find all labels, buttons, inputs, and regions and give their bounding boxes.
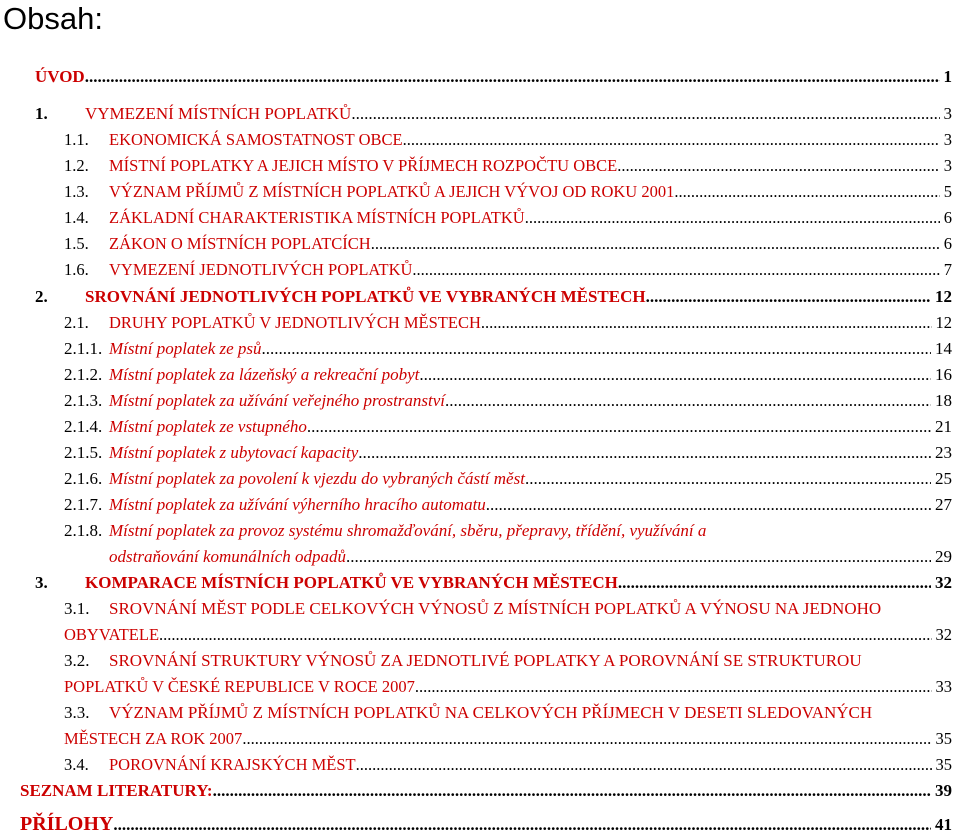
toc-title: Místní poplatek ze psů bbox=[109, 339, 262, 358]
toc-number: 3.2. bbox=[64, 651, 90, 670]
toc-leader bbox=[262, 336, 931, 362]
toc-leader bbox=[617, 153, 940, 179]
toc-entry-3-3[interactable] bbox=[64, 726, 952, 752]
toc-leader bbox=[646, 284, 931, 310]
toc-entry-seznam-literatury[interactable] bbox=[20, 778, 952, 804]
toc-number: 1.5. bbox=[64, 234, 89, 253]
toc-page: 29 bbox=[935, 547, 952, 566]
toc-title: VÝZNAM PŘÍJMŮ Z MÍSTNÍCH POPLATKŮ NA CELKOVÝCH PŘÍJMECH V DESETI SLEDOVANÝCH bbox=[109, 703, 873, 722]
toc-leader bbox=[85, 64, 940, 90]
toc-page: 21 bbox=[935, 417, 952, 436]
toc-entry-2[interactable] bbox=[35, 284, 952, 310]
toc-title: MÍSTNÍ POPLATKY A JEJICH MÍSTO V PŘÍJMECH ROZPOČTU OBCE bbox=[109, 156, 618, 175]
toc-title-continued: odstraňování komunálních odpadů bbox=[109, 547, 347, 566]
toc-entry-1-6[interactable] bbox=[64, 257, 952, 283]
toc-page: 27 bbox=[935, 495, 952, 514]
toc-title-continued: OBYVATELE bbox=[64, 625, 160, 644]
toc-leader bbox=[346, 544, 931, 570]
toc-title: VÝZNAM PŘÍJMŮ Z MÍSTNÍCH POPLATKŮ A JEJICH VÝVOJ OD ROKU 2001 bbox=[109, 182, 675, 201]
toc-title: Místní poplatek za povolení k vjezdu do vybraných částí měst bbox=[109, 469, 525, 488]
toc-title: EKONOMICKÁ SAMOSTATNOST OBCE bbox=[109, 130, 403, 149]
toc-number: 1.1. bbox=[64, 130, 89, 149]
toc-title: POROVNÁNÍ KRAJSKÝCH MĚST bbox=[109, 755, 356, 774]
toc-entry-3-2-line1[interactable] bbox=[64, 648, 862, 674]
toc-entry-3-1[interactable] bbox=[64, 622, 952, 648]
toc-page: 14 bbox=[935, 339, 952, 358]
toc-title: ZÁKON O MÍSTNÍCH POPLATCÍCH bbox=[109, 234, 371, 253]
toc-title: ZÁKLADNÍ CHARAKTERISTIKA MÍSTNÍCH POPLATKŮ bbox=[109, 208, 525, 227]
toc-page: 41 bbox=[935, 815, 952, 834]
toc-title: KOMPARACE MÍSTNÍCH POPLATKŮ VE VYBRANÝCH MĚSTECH bbox=[85, 573, 618, 592]
toc-number: 2.1.1. bbox=[64, 339, 103, 358]
toc-leader bbox=[486, 492, 931, 518]
toc-title: SROVNÁNÍ MĚST PODLE CELKOVÝCH VÝNOSŮ Z MÍSTNÍCH POPLATKŮ A VÝNOSU NA JEDNOHO bbox=[109, 599, 882, 618]
toc-entry-2-1-8[interactable] bbox=[109, 544, 952, 570]
toc-page: 5 bbox=[943, 182, 952, 201]
toc-title: Místní poplatek z ubytovací kapacity bbox=[109, 443, 359, 462]
toc-number: 3.3. bbox=[64, 703, 90, 722]
toc-page: 6 bbox=[943, 234, 952, 253]
toc-entry-2-1-6[interactable] bbox=[64, 466, 952, 492]
toc-page: 32 bbox=[935, 625, 952, 644]
toc-page: 25 bbox=[935, 469, 952, 488]
toc-number: 2.1.7. bbox=[64, 495, 103, 514]
toc-leader bbox=[113, 814, 931, 836]
toc-entry-3-1-line1[interactable] bbox=[64, 596, 881, 622]
toc-leader bbox=[403, 127, 940, 153]
toc-number: 1.2. bbox=[64, 156, 89, 175]
toc-leader bbox=[525, 466, 931, 492]
toc-title: Místní poplatek ze vstupného bbox=[109, 417, 307, 436]
toc-title-continued: MĚSTECH ZA ROK 2007 bbox=[64, 729, 243, 748]
toc-title: SROVNÁNÍ JEDNOTLIVÝCH POPLATKŮ VE VYBRANÝCH MĚSTECH bbox=[85, 287, 646, 306]
toc-title-continued: POPLATKŮ V ČESKÉ REPUBLICE V ROCE 2007 bbox=[64, 677, 415, 696]
toc-page: 39 bbox=[935, 781, 952, 800]
toc-number: 2.1. bbox=[64, 313, 89, 332]
toc-entry-2-1-2[interactable] bbox=[64, 362, 952, 388]
toc-page: 33 bbox=[935, 677, 952, 696]
toc-entry-1-4[interactable] bbox=[64, 205, 952, 231]
toc-title: ÚVOD bbox=[35, 67, 85, 86]
toc-page: 35 bbox=[935, 755, 952, 774]
toc-entry-2-1-5[interactable] bbox=[64, 440, 952, 466]
toc-entry-1-3[interactable] bbox=[64, 179, 952, 205]
toc-page: 3 bbox=[943, 104, 952, 123]
toc-entry-1[interactable] bbox=[35, 101, 952, 127]
toc-page: 16 bbox=[935, 365, 952, 384]
toc-leader bbox=[481, 310, 932, 336]
page-title: Obsah: bbox=[3, 1, 103, 36]
toc-title: Místní poplatek za lázeňský a rekreační pobyt bbox=[109, 365, 420, 384]
toc-page: 7 bbox=[943, 260, 952, 279]
toc-leader bbox=[213, 778, 931, 804]
toc-page: 12 bbox=[935, 287, 952, 306]
toc-entry-3-3-line1[interactable] bbox=[64, 700, 872, 726]
toc-page: 18 bbox=[935, 391, 952, 410]
toc-title: SEZNAM LITERATURY: bbox=[20, 781, 213, 800]
toc-leader bbox=[412, 257, 939, 283]
toc-leader bbox=[351, 101, 939, 127]
toc-number: 1. bbox=[35, 104, 48, 123]
toc-number: 1.6. bbox=[64, 260, 89, 279]
toc-leader bbox=[242, 726, 931, 752]
toc-page: 32 bbox=[935, 573, 952, 592]
toc-entry-1-1[interactable] bbox=[64, 127, 952, 153]
toc-page: 23 bbox=[935, 443, 952, 462]
toc-entry-2-1-1[interactable] bbox=[64, 336, 952, 362]
toc-number: 3. bbox=[35, 573, 48, 592]
toc-number: 1.4. bbox=[64, 208, 89, 227]
toc-entry-1-2[interactable] bbox=[64, 153, 952, 179]
toc-number: 2.1.4. bbox=[64, 417, 103, 436]
toc-title: Místní poplatek za provoz systému shromažďování, sběru, přepravy, třídění, využívání a bbox=[109, 521, 707, 540]
toc-leader bbox=[307, 414, 931, 440]
toc-leader bbox=[415, 674, 932, 700]
toc-title: SROVNÁNÍ STRUKTURY VÝNOSŮ ZA JEDNOTLIVÉ POPLATKY A POROVNÁNÍ SE STRUKTUROU bbox=[109, 651, 862, 670]
toc-page: 3 bbox=[943, 156, 952, 175]
toc-entry-prilohy[interactable] bbox=[20, 813, 952, 835]
toc-number: 2.1.5. bbox=[64, 443, 103, 462]
toc-title: DRUHY POPLATKŮ V JEDNOTLIVÝCH MĚSTECH bbox=[109, 313, 481, 332]
toc-leader bbox=[358, 440, 931, 466]
toc-entry-2-1[interactable] bbox=[64, 310, 952, 336]
toc-number: 2. bbox=[35, 287, 48, 306]
toc-number: 3.4. bbox=[64, 755, 89, 774]
toc-leader bbox=[371, 231, 940, 257]
toc-page: 1 bbox=[943, 67, 952, 86]
toc-entry-3[interactable] bbox=[35, 570, 952, 596]
toc-entry-3-4[interactable] bbox=[64, 752, 952, 778]
toc-leader bbox=[159, 622, 931, 648]
toc-title: Místní poplatek za užívání veřejného prostranství bbox=[109, 391, 446, 410]
toc-number: 2.1.3. bbox=[64, 391, 103, 410]
toc-entry-2-1-8-line1[interactable] bbox=[64, 518, 706, 544]
toc-page: 12 bbox=[935, 313, 952, 332]
toc-number: 3.1. bbox=[64, 599, 90, 618]
toc-page: 3 bbox=[943, 130, 952, 149]
toc-page: 6 bbox=[943, 208, 952, 227]
toc-number: 2.1.8. bbox=[64, 521, 103, 540]
toc-entry-3-2[interactable] bbox=[64, 674, 952, 700]
toc-page: 35 bbox=[935, 729, 952, 748]
toc-leader bbox=[525, 205, 940, 231]
toc-title: Místní poplatek za užívání výherního hracího automatu bbox=[109, 495, 486, 514]
toc-leader bbox=[674, 179, 939, 205]
toc-leader bbox=[419, 362, 931, 388]
toc-title: PŘÍLOHY bbox=[20, 813, 114, 835]
toc-leader bbox=[618, 570, 931, 596]
toc-entry-uvod[interactable] bbox=[35, 64, 952, 90]
toc-entry-2-1-3[interactable] bbox=[64, 388, 952, 414]
toc-number: 1.3. bbox=[64, 182, 89, 201]
toc-title: VYMEZENÍ JEDNOTLIVÝCH POPLATKŮ bbox=[109, 260, 413, 279]
toc-entry-2-1-4[interactable] bbox=[64, 414, 952, 440]
toc-title: VYMEZENÍ MÍSTNÍCH POPLATKŮ bbox=[85, 104, 352, 123]
toc-number: 2.1.2. bbox=[64, 365, 103, 384]
toc-leader bbox=[356, 752, 932, 778]
toc-number: 2.1.6. bbox=[64, 469, 103, 488]
toc-entry-1-5[interactable] bbox=[64, 231, 952, 257]
toc-leader bbox=[445, 388, 931, 414]
toc-entry-2-1-7[interactable] bbox=[64, 492, 952, 518]
